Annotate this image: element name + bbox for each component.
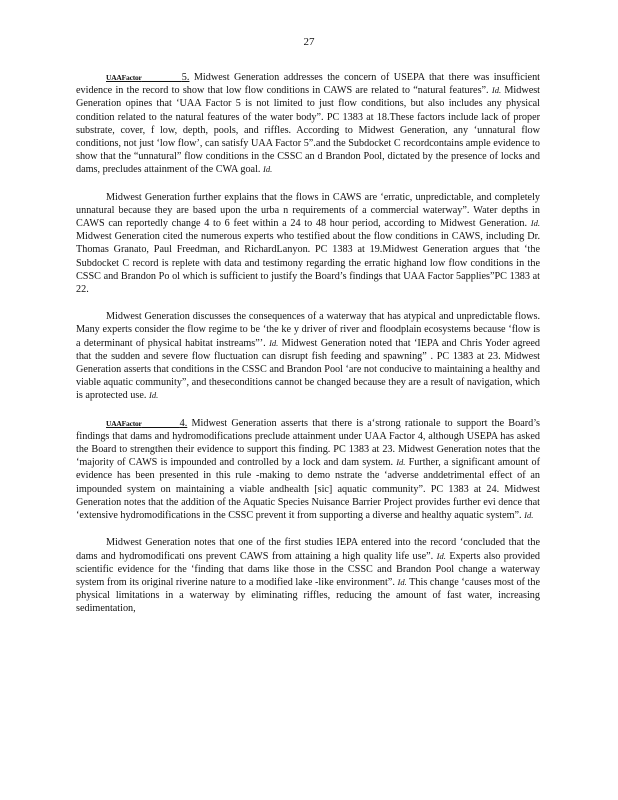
paragraph — [76, 310, 540, 402]
text-run: Midwest Generation noted that ‘IEPA and Chris Yoder agreed that the sudden and severe flow fluctuation can disrupt fish feeding and spawning” . PC 1383 at 23. Midwest Generation asserts that conditions in the CSSC and Brandon Pool ‘are not conducive to maintaining a healthy and viable aquatic community”, and theseconditions cannot be changed because they are a result of navigation, which is aprotected use. — [76, 337, 540, 402]
text-run: Midwest Generation asserts that there is a‘strong rationale to support the Board’s findings that dams and hydromodifications preclude attainment under UAA Factor 4, although USEPA has asked the Board to strengthen their evidence to support this finding. PC 1383 at 23. Midwest Generation notes that the ‘majority of CAWS is impounded and controlled by a lock and dam system. — [76, 417, 540, 469]
citation: Id. — [524, 510, 534, 521]
citation: Id. — [397, 576, 407, 587]
paragraph — [76, 536, 540, 615]
section-label: UAAFactor — [106, 73, 142, 82]
body-text — [76, 71, 540, 630]
text-run: Further, a significant amount of evidence has been presented in this rule -making to demo nstrate the ‘adverse anddetrimental effect of an impounded system on maintaining a viable andhealth [sic] aquatic community”. PC 1383 at 24. Midwest Generation notes that the addition of the Aquatic Species Nuisance Barrier Project provides further evi dence that ‘extensive hydromodifications in the CSSC prevent it from supporting a diverse and healthy aquatic system”. — [76, 457, 540, 522]
citation: Id. — [530, 218, 540, 229]
text-run: Experts also provided scientific evidence for the ‘finding that dams like those in the CSSC and Brandon Pool change a waterway system from its original riverine nature to a modified lake -like environment”. — [76, 550, 540, 588]
section-number: 5. — [181, 72, 190, 83]
section-label: UAAFactor — [106, 418, 142, 428]
text-run: This change ‘causes most of the physical limitations in a waterway by eliminating riffles, reducing the amount of fast water, increasing sedimentation, — [76, 576, 541, 615]
section-number: 4. — [179, 417, 188, 429]
citation: Id. — [148, 390, 159, 401]
citation: Id. — [269, 337, 279, 348]
paragraph — [76, 417, 540, 523]
text-run: Midwest Generation cited the numerous experts who testified about the flow conditions in CAWS, including Dr. Thomas Granato, Paul Freedman, and RichardLanyon. PC 1383 at 19.Midwest Generation argues that ‘the Subdocket C record is replete with data and testimony regarding the erratic highand low flow conditions in the CSSC and Brandon Po ol which is sufficient to justify the Board’s findings that UAA Factor 5applies”PC 1383 at 22. — [76, 231, 540, 296]
text-run: Midwest Generation further explains that the flows in CAWS are ‘erratic, unpredictable, and completely unnatural because they are based upon the urba n requirements of a commercial waterway”. Water depths in CAWS can reportedly change 4 to 6 feet within a 24 to 48 hour period, according to Midwest Generation. — [76, 191, 540, 230]
citation: Id. — [436, 550, 446, 561]
text-run: Midwest Generation opines that ‘UAA Factor 5 is not limited to just flow conditions, but also includes any physical condition related to the natural features of the water body”. PC 1383 at 18.These factors include lack of proper substrate, cover, f low, depth, pools, and riffles. According to Midwest Generation, any ‘unnatural flow conditions, not just ‘low flow’, can satisfy UAA Factor 5”.and the Subdocket C recordcontains ample evidence to show that the “unnatural” flow conditions in the CSSC an d Brandon Pool, dictated by the presence of locks and dams, precludes attainment of the CWA goal. — [76, 85, 541, 176]
citation: Id. — [396, 457, 406, 468]
paragraph — [76, 71, 540, 177]
citation: Id. — [263, 164, 273, 175]
page-number: 27 — [303, 36, 315, 48]
text-run: Midwest Generation discusses the consequences of a waterway that has atypical and unpredictable flows. Many experts consider the flow regime to be ‘the ke y driver of river and floodplain ecosystems because ‘flow is a determinant of physical habitat instreams”’. — [76, 311, 540, 349]
citation: Id. — [491, 85, 502, 96]
text-run: Midwest Generation notes that one of the first studies IEPA entered into the record ‘concluded that the dams and hydromodificati ons prevent CAWS from attaining a high quality life use”. — [76, 537, 540, 562]
paragraph — [76, 191, 540, 297]
text-run: Midwest Generation addresses the concern of USEPA that there was insufficient evidence in the record to show that low flow conditions in CAWS are related to “natural features”. — [76, 72, 540, 97]
